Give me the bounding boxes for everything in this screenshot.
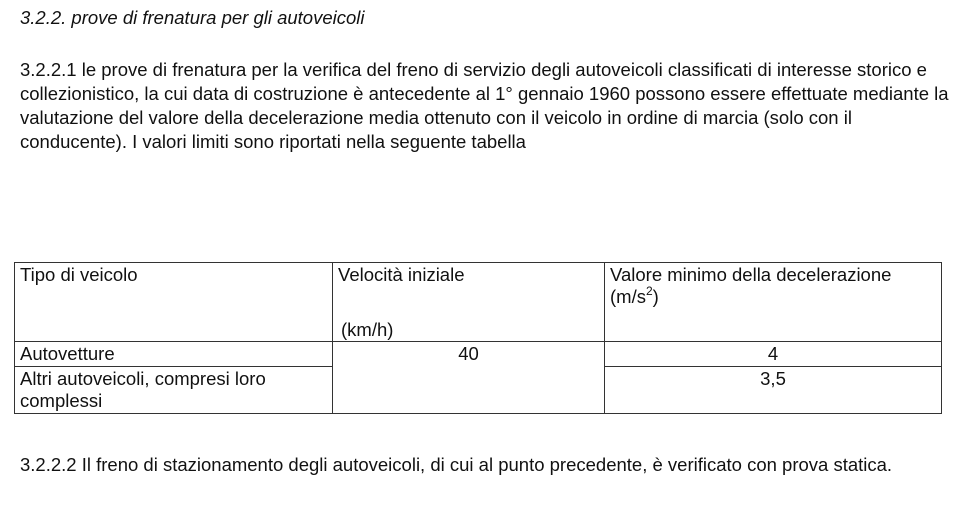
header-min-deceleration-close: ) bbox=[652, 286, 659, 307]
row-min-deceleration: 3,5 bbox=[605, 367, 942, 414]
header-vehicle-type: Tipo di veicolo bbox=[15, 263, 333, 342]
row-min-deceleration: 4 bbox=[605, 342, 942, 367]
paragraph-3-2-2-2: 3.2.2.2 Il freno di stazionamento degli autoveicoli, di cui al punto precedente, è verificato con prova statica. bbox=[20, 454, 893, 475]
header-initial-speed-unit: (km/h) bbox=[341, 319, 394, 340]
braking-limits-table bbox=[14, 262, 942, 414]
table-header-row bbox=[15, 263, 942, 342]
row-vehicle-type: Autovetture bbox=[15, 342, 333, 367]
row-vehicle-type: Altri autoveicoli, compresi loro complessi bbox=[15, 367, 333, 414]
header-min-deceleration-exponent: 2 bbox=[645, 284, 653, 298]
table-row bbox=[15, 342, 942, 367]
header-initial-speed bbox=[333, 263, 605, 342]
header-min-deceleration-label: Valore minimo della decelerazione (m/s bbox=[610, 264, 892, 307]
row-initial-speed: 40 bbox=[333, 342, 605, 414]
header-initial-speed-label: Velocità iniziale bbox=[338, 264, 465, 285]
section-heading: 3.2.2. prove di frenatura per gli autoveicoli bbox=[20, 7, 365, 28]
paragraph-3-2-2-1: 3.2.2.1 le prove di frenatura per la verifica del freno di servizio degli autoveicoli classificati di interesse storico e collezionistico, la cui data di costruzione è antecedente al 1° gennaio 1960 possono essere effettuate mediante la valutazione del valore della decelerazione media ottenuto con il veicolo in ordine di marcia (solo con il conducente). I valori limiti sono riportati nella seguente tabella bbox=[20, 59, 949, 152]
header-min-deceleration bbox=[605, 263, 942, 342]
